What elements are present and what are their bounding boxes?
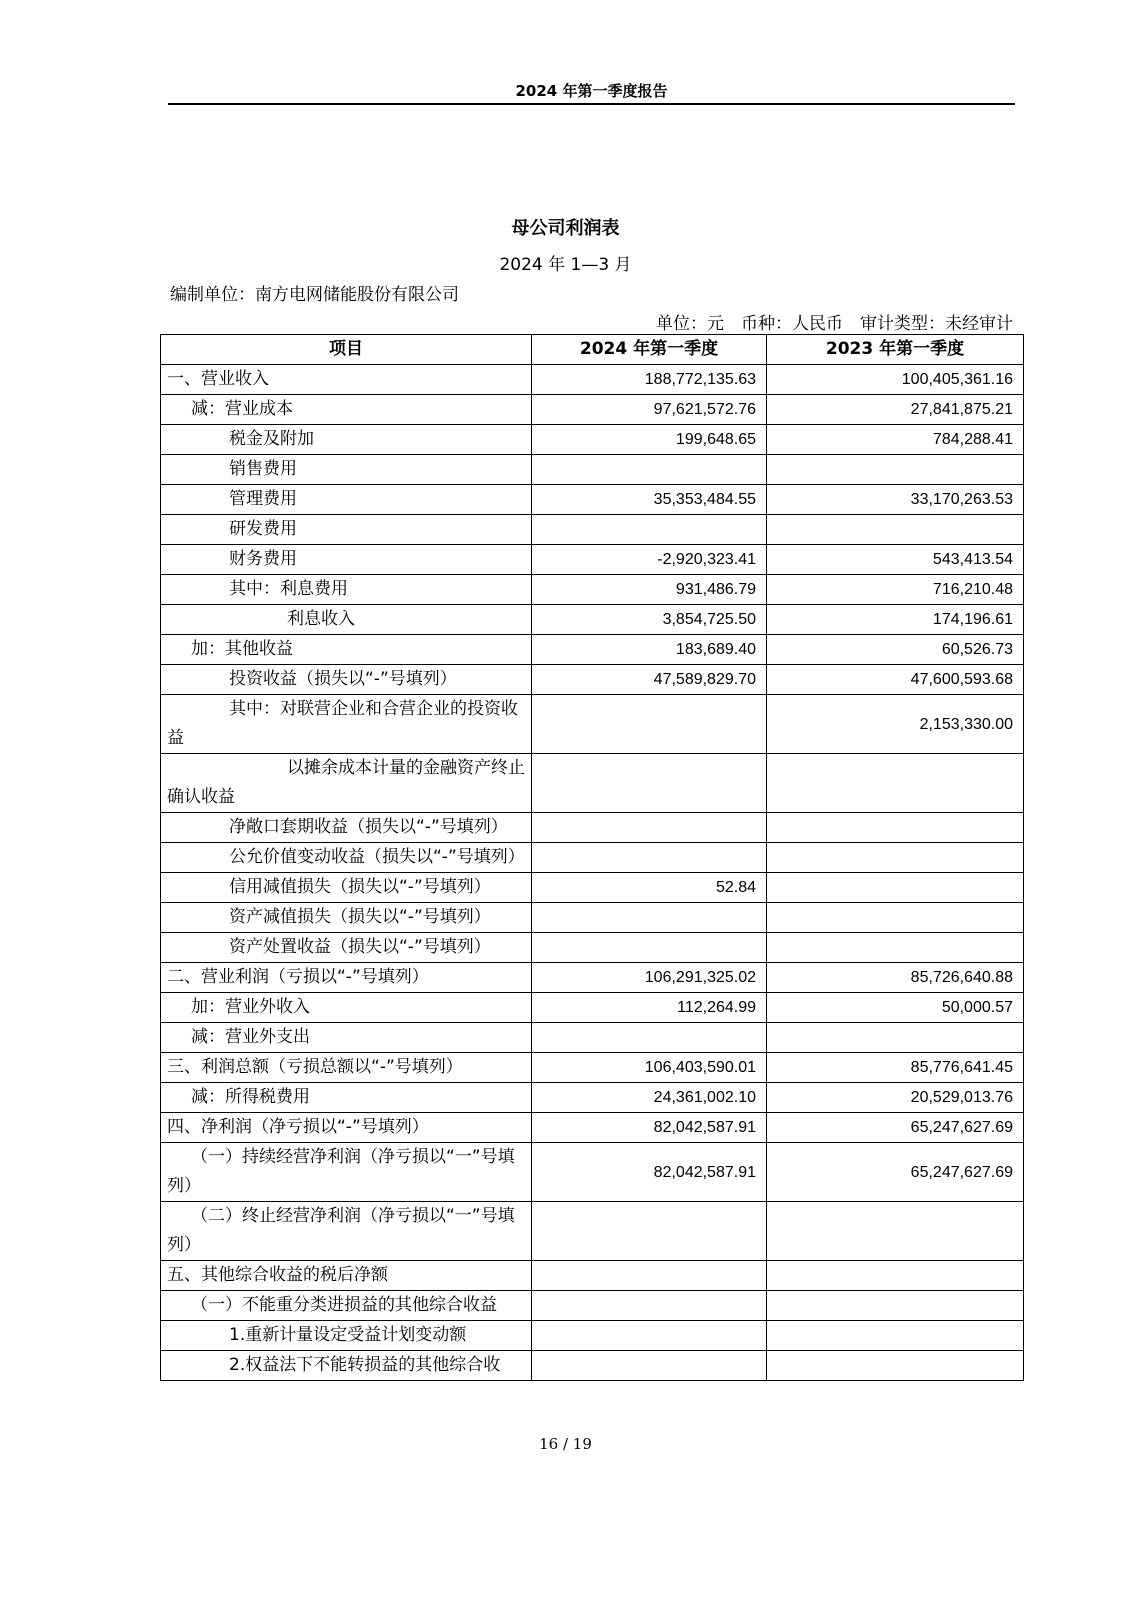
table-row	[161, 1321, 1024, 1351]
row-item-label: 以摊余成本计量的金融资产终止确认收益	[161, 754, 532, 813]
row-value-2023: 2,153,330.00	[767, 695, 1024, 754]
row-value-2024	[532, 1351, 767, 1381]
row-value-2023	[767, 1351, 1024, 1381]
table-row	[161, 1113, 1024, 1143]
row-item-label: 减：所得税费用	[161, 1083, 532, 1113]
table-row	[161, 695, 1024, 754]
row-value-2024	[532, 1291, 767, 1321]
row-item-label: 资产减值损失（损失以“-”号填列）	[161, 903, 532, 933]
row-value-2023	[767, 933, 1024, 963]
row-item-label: 加：其他收益	[161, 635, 532, 665]
table-row	[161, 455, 1024, 485]
row-value-2024: 97,621,572.76	[532, 395, 767, 425]
column-header-2024: 2024 年第一季度	[532, 335, 767, 365]
table-row	[161, 1351, 1024, 1381]
table-row	[161, 605, 1024, 635]
row-value-2023: 784,288.41	[767, 425, 1024, 455]
table-row	[161, 1291, 1024, 1321]
row-value-2024: 106,403,590.01	[532, 1053, 767, 1083]
row-value-2024: 52.84	[532, 873, 767, 903]
row-item-label: 财务费用	[161, 545, 532, 575]
table-row	[161, 1261, 1024, 1291]
row-item-label: 2.权益法下不能转损益的其他综合收	[161, 1351, 532, 1381]
row-value-2024	[532, 515, 767, 545]
table-row	[161, 425, 1024, 455]
table-row	[161, 665, 1024, 695]
row-value-2023	[767, 1261, 1024, 1291]
row-item-label: （一）持续经营净利润（净亏损以“一”号填列）	[161, 1143, 532, 1202]
row-value-2024	[532, 1023, 767, 1053]
row-value-2024: 82,042,587.91	[532, 1143, 767, 1202]
header-rule	[168, 103, 1015, 105]
row-value-2023: 20,529,013.76	[767, 1083, 1024, 1113]
document-period: 2024 年 1—3 月	[499, 255, 632, 275]
document-title: 母公司利润表	[511, 218, 620, 239]
row-item-label: 研发费用	[161, 515, 532, 545]
row-item-label: 三、利润总额（亏损总额以“-”号填列）	[161, 1053, 532, 1083]
column-header-2023: 2023 年第一季度	[767, 335, 1024, 365]
compiling-unit: 编制单位：南方电网储能股份有限公司	[170, 285, 459, 305]
row-value-2024: 3,854,725.50	[532, 605, 767, 635]
row-value-2023: 27,841,875.21	[767, 395, 1024, 425]
row-value-2023	[767, 843, 1024, 873]
row-item-label: 净敞口套期收益（损失以“-”号填列）	[161, 813, 532, 843]
row-item-label: 投资收益（损失以“-”号填列）	[161, 665, 532, 695]
row-value-2023: 85,776,641.45	[767, 1053, 1024, 1083]
table-row	[161, 485, 1024, 515]
column-header-item: 项目	[161, 335, 532, 365]
table-row	[161, 635, 1024, 665]
row-item-label: 加：营业外收入	[161, 993, 532, 1023]
row-value-2024	[532, 455, 767, 485]
row-value-2023: 543,413.54	[767, 545, 1024, 575]
table-row	[161, 754, 1024, 813]
row-value-2024: 199,648.65	[532, 425, 767, 455]
row-value-2024: 188,772,135.63	[532, 365, 767, 395]
table-row	[161, 1023, 1024, 1053]
table-row	[161, 873, 1024, 903]
row-value-2023: 50,000.57	[767, 993, 1024, 1023]
row-item-label: 其中：利息费用	[161, 575, 532, 605]
row-item-label: 管理费用	[161, 485, 532, 515]
row-value-2024	[532, 754, 767, 813]
currency-units: 单位：元 币种：人民币 审计类型：未经审计	[656, 314, 1013, 334]
row-value-2023: 33,170,263.53	[767, 485, 1024, 515]
row-value-2024	[532, 843, 767, 873]
row-item-label: 一、营业收入	[161, 365, 532, 395]
row-value-2024: 82,042,587.91	[532, 1113, 767, 1143]
row-value-2024: 35,353,484.55	[532, 485, 767, 515]
row-value-2023	[767, 813, 1024, 843]
row-value-2023	[767, 873, 1024, 903]
row-value-2024: 931,486.79	[532, 575, 767, 605]
table-row	[161, 1053, 1024, 1083]
row-value-2024	[532, 1202, 767, 1261]
row-value-2024: 112,264.99	[532, 993, 767, 1023]
row-value-2024: 47,589,829.70	[532, 665, 767, 695]
row-value-2023	[767, 515, 1024, 545]
row-value-2023	[767, 455, 1024, 485]
page-header-title: 2024 年第一季度报告	[515, 82, 668, 100]
row-item-label: （二）终止经营净利润（净亏损以“一”号填列）	[161, 1202, 532, 1261]
row-value-2023: 65,247,627.69	[767, 1113, 1024, 1143]
row-value-2023	[767, 754, 1024, 813]
row-value-2023	[767, 1321, 1024, 1351]
table-header-row	[161, 335, 1024, 365]
table-row	[161, 1083, 1024, 1113]
row-value-2024: 183,689.40	[532, 635, 767, 665]
row-value-2024: 106,291,325.02	[532, 963, 767, 993]
row-value-2023	[767, 903, 1024, 933]
table-row	[161, 575, 1024, 605]
row-value-2023	[767, 1202, 1024, 1261]
row-item-label: 税金及附加	[161, 425, 532, 455]
row-value-2024	[532, 933, 767, 963]
row-item-label: 信用减值损失（损失以“-”号填列）	[161, 873, 532, 903]
row-value-2024	[532, 903, 767, 933]
row-item-label: 减：营业外支出	[161, 1023, 532, 1053]
table-row	[161, 545, 1024, 575]
row-value-2023: 47,600,593.68	[767, 665, 1024, 695]
row-value-2024: -2,920,323.41	[532, 545, 767, 575]
table-row	[161, 993, 1024, 1023]
row-item-label: 公允价值变动收益（损失以“-”号填列）	[161, 843, 532, 873]
table-row	[161, 813, 1024, 843]
table-row	[161, 395, 1024, 425]
row-value-2023	[767, 1291, 1024, 1321]
row-value-2023: 60,526.73	[767, 635, 1024, 665]
table-row	[161, 903, 1024, 933]
row-value-2023: 100,405,361.16	[767, 365, 1024, 395]
row-value-2024: 24,361,002.10	[532, 1083, 767, 1113]
table-row	[161, 365, 1024, 395]
page-number: 16 / 19	[539, 1435, 592, 1453]
row-value-2023	[767, 1023, 1024, 1053]
row-item-label: 四、净利润（净亏损以“-”号填列）	[161, 1113, 532, 1143]
row-value-2024	[532, 1321, 767, 1351]
row-item-label: 利息收入	[161, 605, 532, 635]
row-value-2023: 85,726,640.88	[767, 963, 1024, 993]
row-item-label: （一）不能重分类进损益的其他综合收益	[161, 1291, 532, 1321]
row-item-label: 减：营业成本	[161, 395, 532, 425]
row-value-2023: 716,210.48	[767, 575, 1024, 605]
row-item-label: 二、营业利润（亏损以“-”号填列）	[161, 963, 532, 993]
row-item-label: 销售费用	[161, 455, 532, 485]
row-value-2024	[532, 813, 767, 843]
table-row	[161, 933, 1024, 963]
row-value-2023: 174,196.61	[767, 605, 1024, 635]
row-item-label: 五、其他综合收益的税后净额	[161, 1261, 532, 1291]
table-row	[161, 963, 1024, 993]
row-value-2023: 65,247,627.69	[767, 1143, 1024, 1202]
table-row	[161, 1202, 1024, 1261]
row-value-2024	[532, 1261, 767, 1291]
row-item-label: 1.重新计量设定受益计划变动额	[161, 1321, 532, 1351]
income-statement-table	[160, 334, 1024, 1381]
row-item-label: 其中：对联营企业和合营企业的投资收益	[161, 695, 532, 754]
row-item-label: 资产处置收益（损失以“-”号填列）	[161, 933, 532, 963]
row-value-2024	[532, 695, 767, 754]
table-row	[161, 1143, 1024, 1202]
table-row	[161, 515, 1024, 545]
table-row	[161, 843, 1024, 873]
